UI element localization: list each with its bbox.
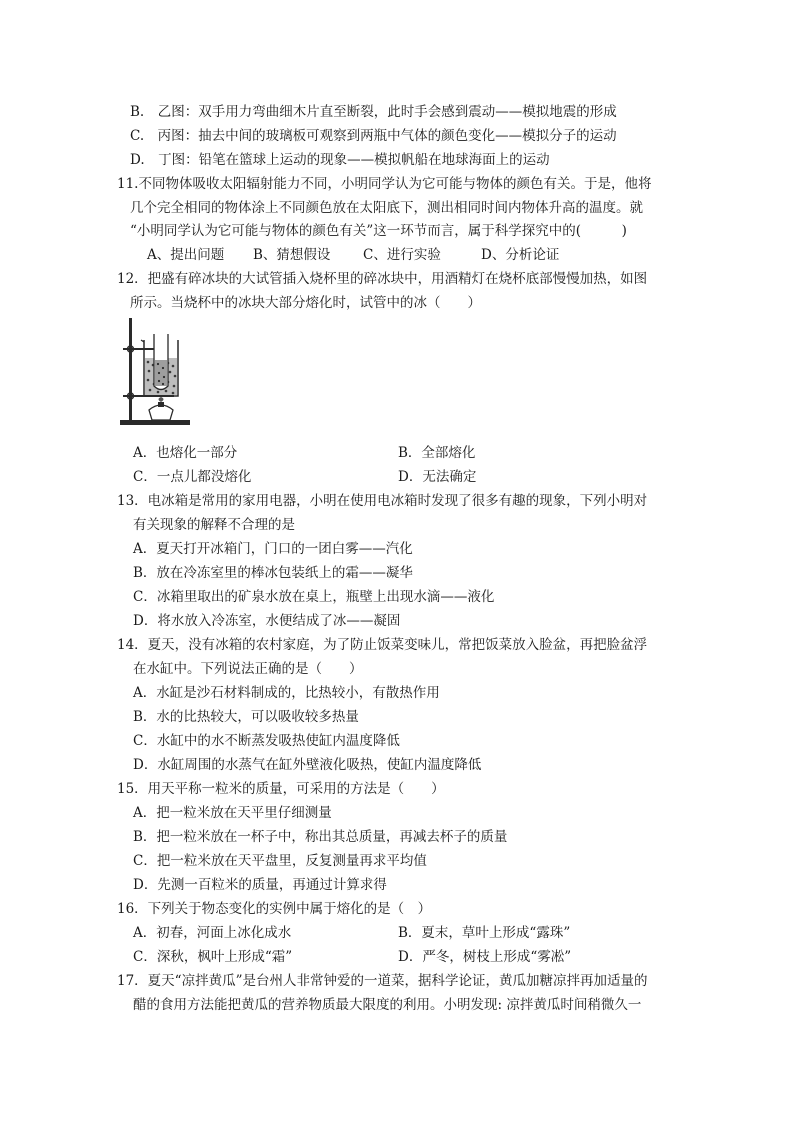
q12-option-b: B．全部熔化 [398,445,476,461]
q11-option-d: D、分析论证 [481,247,560,263]
q11-stem-line1: 11.不同物体吸收太阳辐射能力不同，小明同学认为它可能与物体的颜色有关。于是，他将 [117,176,652,192]
q14-option-c: C．水缸中的水不断蒸发吸热使缸内温度降低 [133,733,400,749]
q11-option-a: A、提出问题 [147,247,225,263]
q14-option-a: A．水缸是沙石材料制成的，比热较小，有散热作用 [133,685,440,701]
q11-option-c: C、进行实验 [363,247,441,263]
q17-stem-line2: 醋的食用方法能把黄瓜的营养物质最大限度的利用。小明发现: 凉拌黄瓜时间稍微久一 [133,997,642,1013]
q12-stem-line2: 所示。当烧杯中的冰块大部分熔化时，试管中的冰（ ） [130,295,481,311]
q10-option-b: B. 乙图：双手用力弯曲细木片直至断裂，此时手会感到震动——模拟地震的形成 [130,104,617,120]
q10-option-c: C. 丙图：抽去中间的玻璃板可观察到两瓶中气体的颜色变化——模拟分子的运动 [130,128,617,144]
q12-option-c: C．一点儿都没熔化 [133,469,252,485]
q15-option-c: C．把一粒米放在天平盘里，反复测量再求平均值 [133,853,427,869]
q16-option-d: D．严冬，树枝上形成“雾凇” [398,949,572,965]
q15-stem-line1: 15．用天平称一粒米的质量，可采用的方法是（ ） [117,781,445,797]
q11-stem-line2: 几个完全相同的物体涂上不同颜色放在太阳底下，测出相同时间内物体升高的温度。就 [130,200,643,216]
q13-stem-line2: 有关现象的解释不合理的是 [133,517,295,533]
q11-stem-line3: “小明同学认为它可能与物体的颜色有关”这一环节而言，属于科学探究中的( ) [130,223,627,239]
q13-option-d: D．将水放入冷冻室，水便结成了冰——凝固 [133,613,401,629]
q15-option-a: A．把一粒米放在天平里仔细测量 [133,805,332,821]
q14-option-d: D．水缸周围的水蒸气在缸外壁液化吸热，使缸内温度降低 [133,757,482,773]
q15-option-b: B．把一粒米放在一杯子中，称出其总质量，再减去杯子的质量 [133,829,508,845]
q16-option-b: B．夏末，草叶上形成“露珠” [398,925,571,941]
q13-stem-line1: 13．电冰箱是常用的家用电器，小明在使用电冰箱时发现了很多有趣的现象，下列小明对 [117,493,648,509]
q16-option-a: A．初春，河面上冰化成水 [133,925,292,941]
q14-stem-line2: 在水缸中。下列说法正确的是（ ） [133,661,363,677]
q17-stem-line1: 17．夏天“凉拌黄瓜”是台州人非常钟爱的一道菜，据科学论证，黄瓜加糖凉拌再加适量的 [117,973,648,989]
heating-apparatus-figure [118,316,196,428]
q16-stem-line1: 16．下列关于物态变化的实例中属于熔化的是（ ） [117,901,432,917]
q13-option-b: B．放在冷冻室里的棒冰包装纸上的霜——凝华 [133,565,413,581]
q12-stem-line1: 12．把盛有碎冰块的大试管插入烧杯里的碎冰块中，用酒精灯在烧杯底部慢慢加热，如图 [117,271,648,287]
q11-option-b: B、猜想假设 [253,247,331,263]
q12-option-d: D．无法确定 [398,469,477,485]
q14-option-b: B．水的比热较大，可以吸收较多热量 [133,709,359,725]
q15-option-d: D．先测一百粒米的质量，再通过计算求得 [133,877,387,893]
q13-option-a: A．夏天打开冰箱门，门口的一团白雾——汽化 [133,541,413,557]
q13-option-c: C．冰箱里取出的矿泉水放在桌上，瓶壁上出现水滴——液化 [133,589,495,605]
q12-option-a: A．也熔化一部分 [133,445,238,461]
q10-option-d: D. 丁图：铅笔在篮球上运动的现象——模拟帆船在地球海面上的运动 [130,152,550,168]
q16-option-c: C．深秋，枫叶上形成“霜” [133,949,293,965]
q14-stem-line1: 14．夏天，没有冰箱的农村家庭，为了防止饭菜变味儿，常把饭菜放入脸盆，再把脸盆浮 [117,637,648,653]
